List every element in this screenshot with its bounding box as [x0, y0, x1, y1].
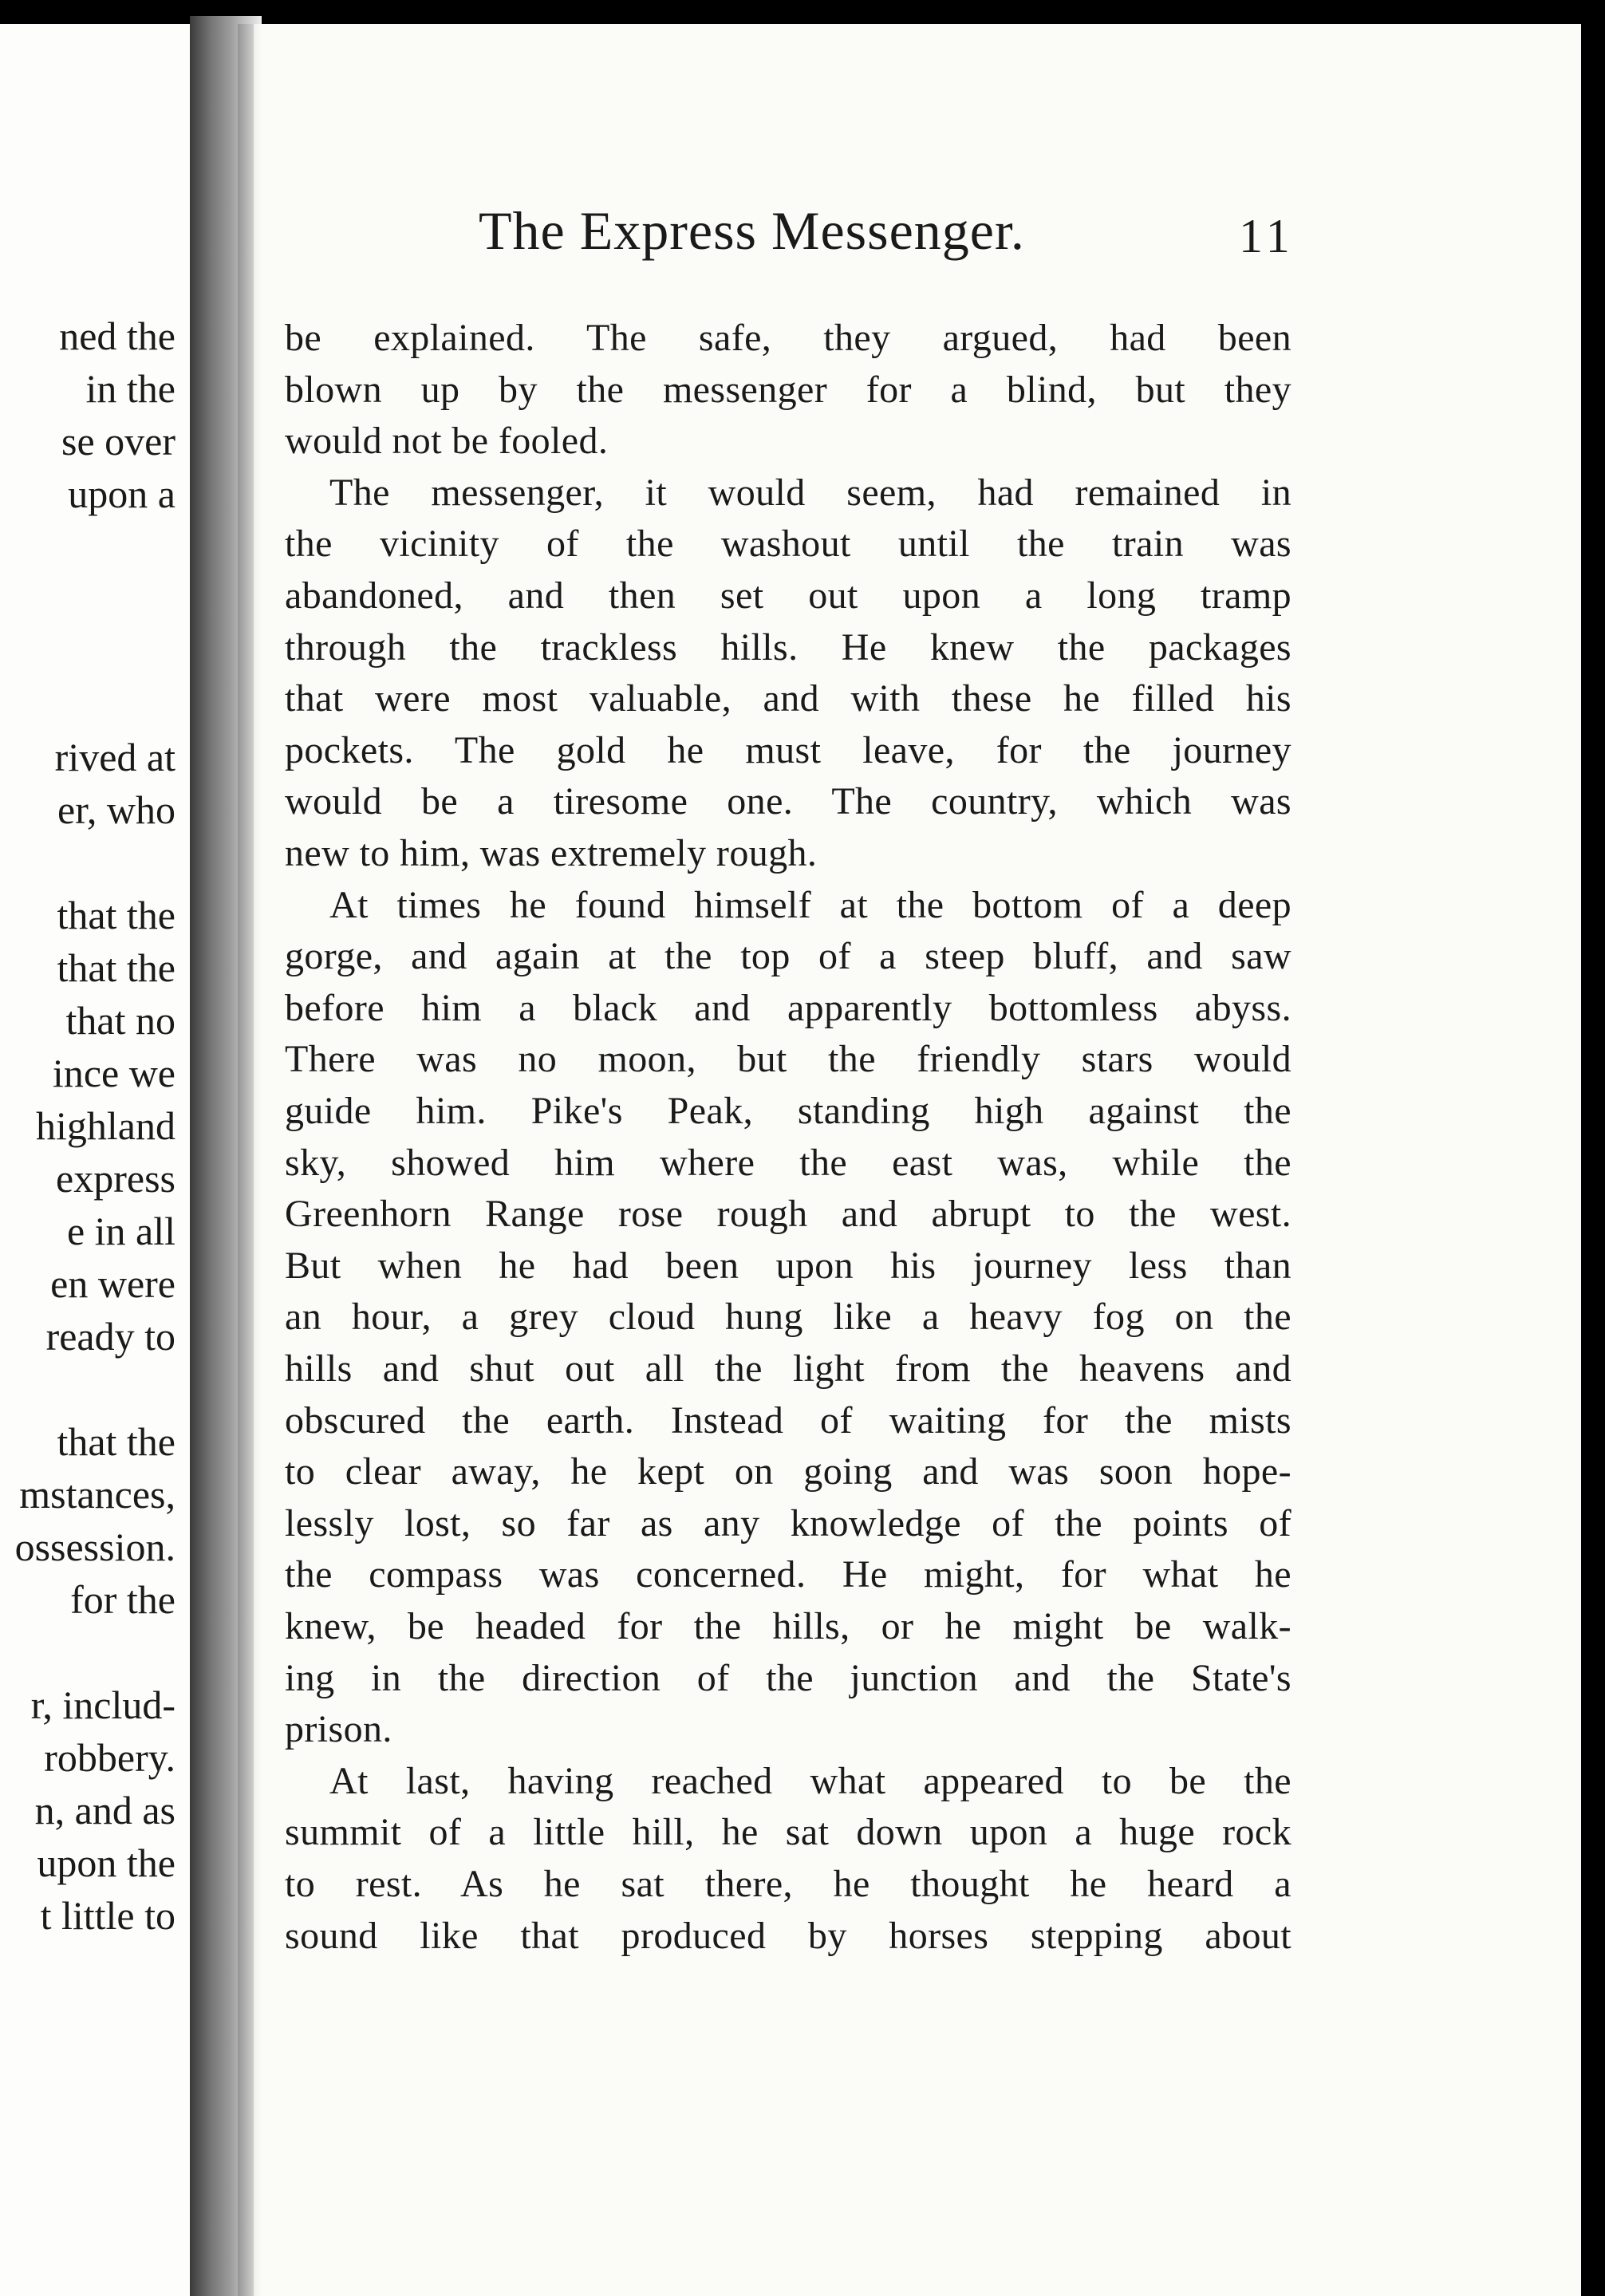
body-line: an hour, a grey cloud hung like a heavy fog on the [285, 1296, 1291, 1338]
body-line: lessly lost, so far as any knowledge of the points of [285, 1502, 1291, 1544]
body-line: new to him, was extremely rough. [285, 832, 818, 874]
body-line: There was no moon, but the friendly stars would [285, 1038, 1291, 1080]
left-page-line: r, includ- [30, 1683, 175, 1727]
body-line: But when he had been upon his journey less than [285, 1245, 1291, 1287]
body-line: prison. [285, 1708, 392, 1750]
body-line: The messenger, it would seem, had remained in [329, 471, 1291, 514]
body-line: the compass was concerned. He might, for what he [285, 1553, 1291, 1596]
body-line: sound like that produced by horses stepping about [285, 1915, 1291, 1957]
body-line: through the trackless hills. He knew the packages [285, 626, 1291, 669]
body-line: to rest. As he sat there, he thought he heard a [285, 1863, 1291, 1905]
left-page-line: er, who [57, 787, 175, 832]
body-line: summit of a little hill, he sat down upon a huge rock [285, 1811, 1291, 1853]
body-line: At last, having reached what appeared to be the [329, 1760, 1291, 1802]
body-line: At times he found himself at the bottom of a deep [329, 884, 1291, 926]
left-page-line: ready to [45, 1314, 175, 1359]
left-page-line: robbery. [44, 1735, 175, 1780]
body-line: Greenhorn Range rose rough and abrupt to the west. [285, 1193, 1291, 1235]
left-page-line: that the [57, 945, 175, 990]
left-page-line: for the [70, 1577, 175, 1622]
body-line: sky, showed him where the east was, while the [285, 1142, 1291, 1184]
left-page-line: e in all [66, 1209, 175, 1253]
left-page-line: n, and as [34, 1788, 175, 1832]
body-line: to clear away, he kept on going and was soon hope- [285, 1450, 1291, 1493]
body-line: be explained. The safe, they argued, had been [285, 317, 1291, 359]
body-line: before him a black and apparently bottomless abyss. [285, 987, 1291, 1029]
body-line: would be a tiresome one. The country, which was [285, 780, 1291, 823]
left-page-line: upon a [68, 471, 175, 516]
body-line: ing in the direction of the junction and the State's [285, 1657, 1291, 1699]
body-line: would not be fooled. [285, 420, 609, 462]
left-page-line: that no [65, 998, 175, 1043]
body-line: gorge, and again at the top of a steep bluff, and saw [285, 935, 1291, 977]
body-line: knew, be headed for the hills, or he might be walk- [285, 1605, 1291, 1647]
left-page-line: that the [57, 893, 175, 937]
body-line: abandoned, and then set out upon a long tramp [285, 574, 1291, 617]
body-line: the vicinity of the washout until the train was [285, 523, 1291, 565]
body-line: hills and shut out all the light from the heavens and [285, 1347, 1291, 1390]
left-page-line: mstances, [19, 1472, 175, 1517]
left-page-line: ned the [59, 314, 175, 358]
left-page-line: ossession. [14, 1525, 175, 1569]
left-page-line: en were [50, 1261, 175, 1306]
body-line: that were most valuable, and with these he filled his [285, 677, 1291, 720]
body-line: guide him. Pike's Peak, standing high against the [285, 1090, 1291, 1132]
left-page-line: in the [85, 366, 175, 411]
page-number: 11 [1239, 210, 1295, 262]
left-page [0, 24, 199, 2296]
left-page-line: rived at [54, 735, 175, 779]
gutter-shadow [238, 24, 262, 2296]
body-line: blown up by the messenger for a blind, but they [285, 369, 1291, 411]
scan-right-border [1581, 0, 1605, 2296]
left-page-line: ince we [52, 1051, 175, 1095]
body-line: obscured the earth. Instead of waiting for the mists [285, 1399, 1291, 1442]
running-head: The Express Messenger. [479, 200, 1025, 261]
left-page-line: express [56, 1156, 175, 1201]
left-page-line: upon the [37, 1840, 175, 1885]
left-page-line: t little to [40, 1893, 175, 1938]
left-page-line: se over [61, 419, 175, 464]
body-line: pockets. The gold he must leave, for the journey [285, 729, 1291, 771]
left-page-line: that the [57, 1419, 175, 1464]
left-page-line: highland [36, 1103, 175, 1148]
